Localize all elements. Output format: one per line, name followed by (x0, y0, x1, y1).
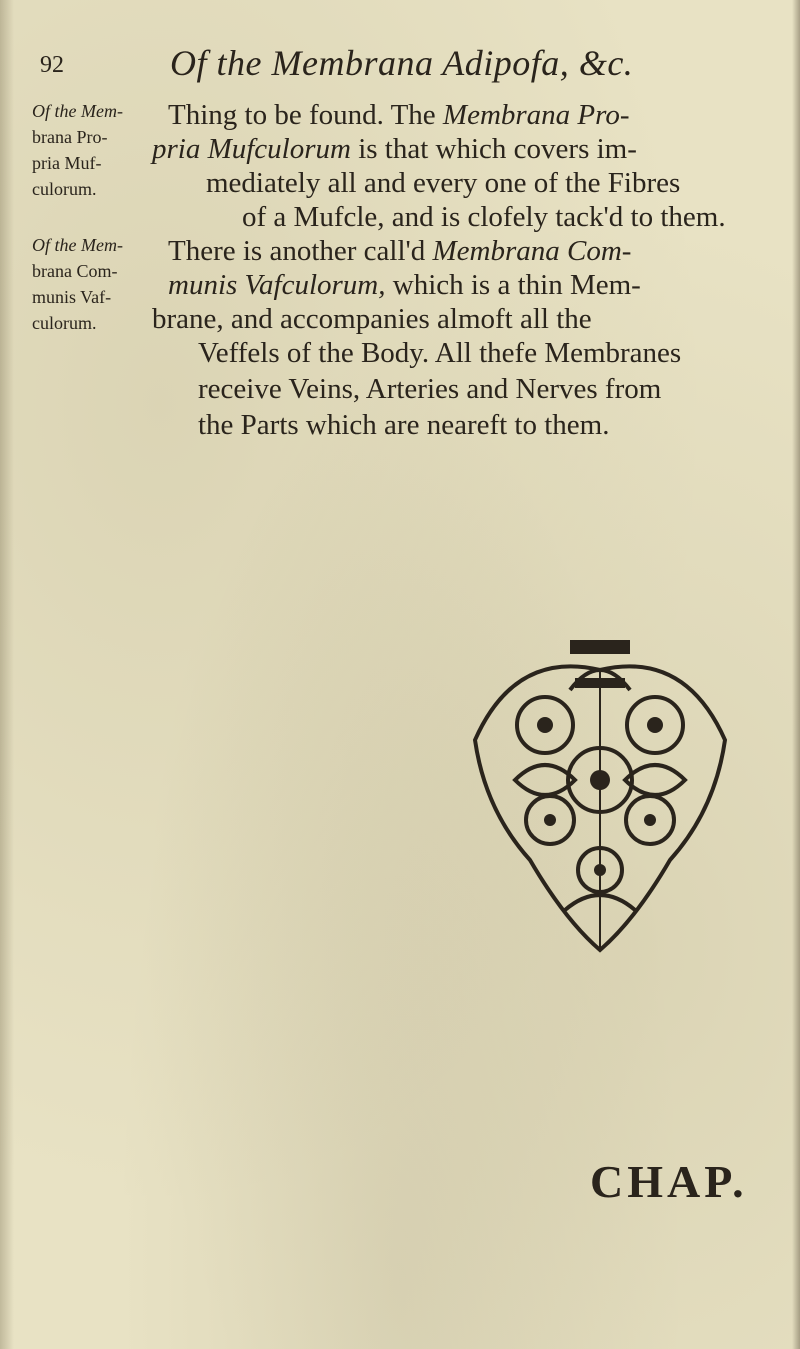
running-title-etc: &c. (578, 43, 634, 83)
body-line-10: the Parts which are neareft to them. (198, 409, 610, 441)
tailpiece-ornament (455, 630, 745, 960)
page-edge-shadow-left (0, 0, 14, 1349)
marginal-note-2-line-3: munis Vaf- (32, 287, 112, 307)
body-line-8: Veffels of the Body. All thefe Membranes (198, 337, 682, 369)
marginal-note-2-line-2: brana Com- (32, 261, 118, 281)
marginal-note-1-line-4: culorum. (32, 179, 97, 199)
page-edge-shadow-right (792, 0, 800, 1349)
body-line-7: brane, and accompanies almoft all the (152, 303, 592, 335)
running-title-main: Of the Membrana Adipofa, (170, 43, 570, 83)
body-line-6: munis Vafculorum, which is a thin Mem- (168, 269, 641, 301)
marginal-note-1-line-3: pria Muf- (32, 153, 102, 173)
body-line-1: Thing to be found. The Membrana Pro- (168, 99, 630, 131)
body-line-4: of a Mufcle, and is clofely tack'd to them. (242, 201, 726, 233)
page-number: 92 (40, 52, 64, 78)
body-line-2: pria Mufculorum is that which covers im- (152, 133, 637, 165)
body-line-9: receive Veins, Arteries and Nerves from (198, 373, 662, 405)
running-title (170, 42, 633, 84)
marginal-note-2-line-1: Of the Mem- (32, 235, 123, 255)
body-line-5: There is another call'd Membrana Com- (168, 235, 632, 267)
marginal-note-1-line-2: brana Pro- (32, 127, 108, 147)
catchword: CHAP. (590, 1156, 748, 1207)
page-header (0, 40, 800, 90)
body-line-3: mediately all and every one of the Fibres (206, 167, 681, 199)
marginal-note-1-line-1: Of the Mem- (32, 101, 123, 121)
marginal-note-2-line-4: culorum. (32, 313, 97, 333)
